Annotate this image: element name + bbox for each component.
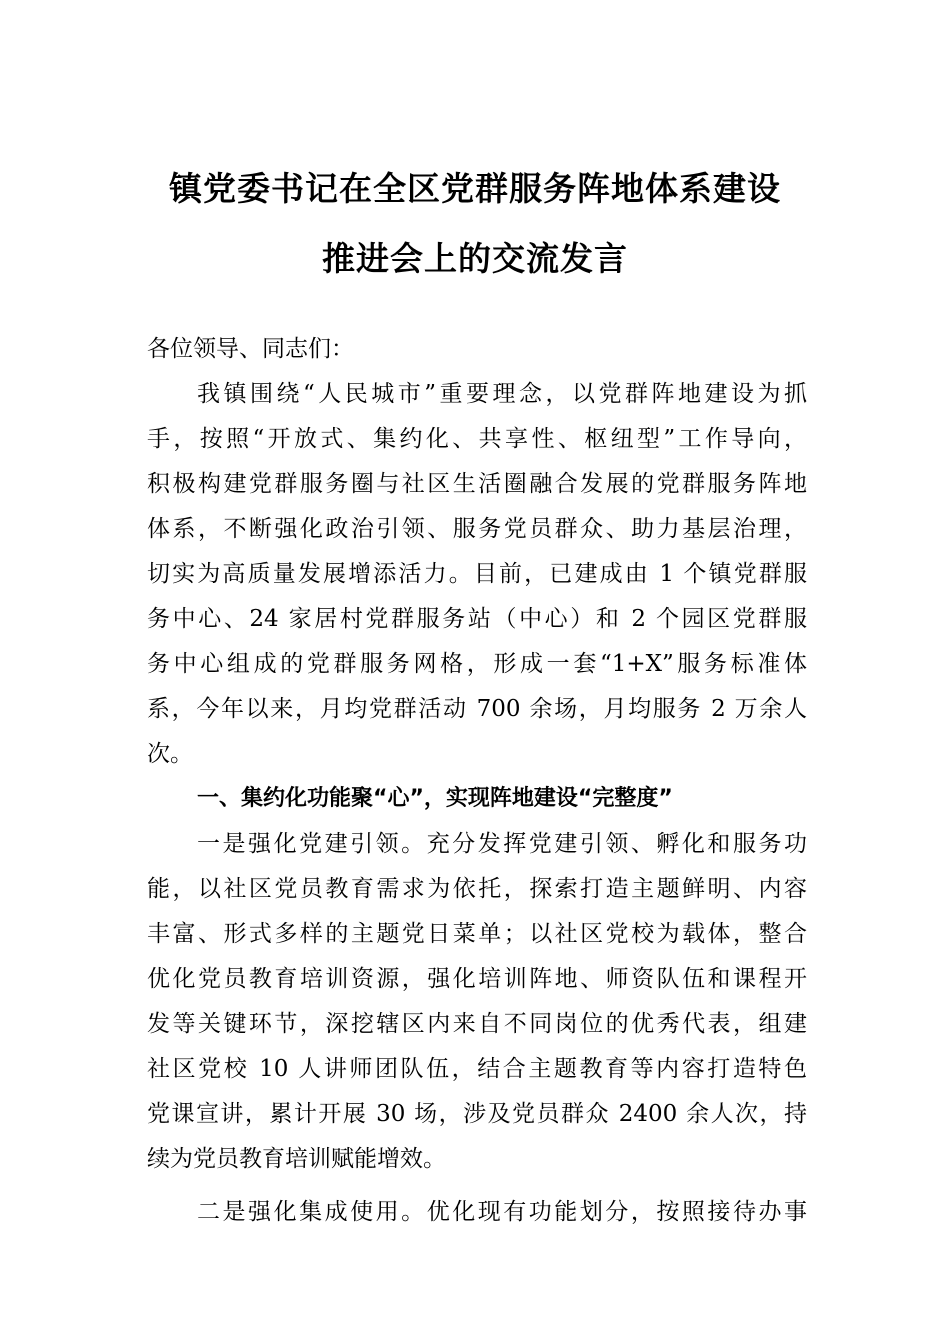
document-title-line-1: 镇党委书记在全区党群服务阵地体系建设 [169, 169, 781, 208]
paragraph-line: 丰富、形式多样的主题党日菜单；以社区党校为载体，整合 [147, 921, 807, 947]
paragraph-line: 优化党员教育培训资源，强化培训阵地、师资队伍和课程开 [147, 966, 807, 992]
paragraph-line: 续为党员教育培训赋能增效。 [147, 1146, 446, 1172]
intro-line: 务中心、24 家居村党群服务站（中心）和 2 个园区党群服 [147, 606, 807, 632]
section-heading: 一、集约化功能聚“心”，实现阵地建设“完整度” [197, 786, 673, 811]
paragraph-line: 能，以社区党员教育需求为依托，探索打造主题鲜明、内容 [147, 876, 807, 902]
intro-line: 体系，不断强化政治引领、服务党员群众、助力基层治理， [147, 516, 807, 542]
paragraph-line: 一是强化党建引领。充分发挥党建引领、孵化和服务功 [197, 831, 807, 857]
intro-line: 系，今年以来，月均党群活动 700 余场，月均服务 2 万余人 [147, 696, 807, 722]
paragraph-line: 发等关键环节，深挖辖区内来自不同岗位的优秀代表，组建 [147, 1011, 807, 1037]
intro-line: 务中心组成的党群服务网格，形成一套“1+X”服务标准体 [147, 651, 807, 677]
intro-line: 我镇围绕“人民城市”重要理念，以党群阵地建设为抓 [197, 381, 807, 407]
paragraph-line: 党课宣讲，累计开展 30 场，涉及党员群众 2400 余人次，持 [147, 1101, 807, 1127]
intro-line: 积极构建党群服务圈与社区生活圈融合发展的党群服务阵地 [147, 471, 807, 497]
paragraph-line: 二是强化集成使用。优化现有功能划分，按照接待办事 [197, 1199, 807, 1225]
intro-line: 次。 [147, 741, 193, 767]
intro-line: 手，按照“开放式、集约化、共享性、枢纽型”工作导向， [147, 426, 807, 452]
salutation: 各位领导、同志们： [147, 336, 354, 362]
intro-line: 切实为高质量发展增添活力。目前，已建成由 1 个镇党群服 [147, 561, 807, 587]
paragraph-line: 社区党校 10 人讲师团队伍，结合主题教育等内容打造特色 [147, 1056, 807, 1082]
document-title-line-2: 推进会上的交流发言 [322, 239, 628, 278]
